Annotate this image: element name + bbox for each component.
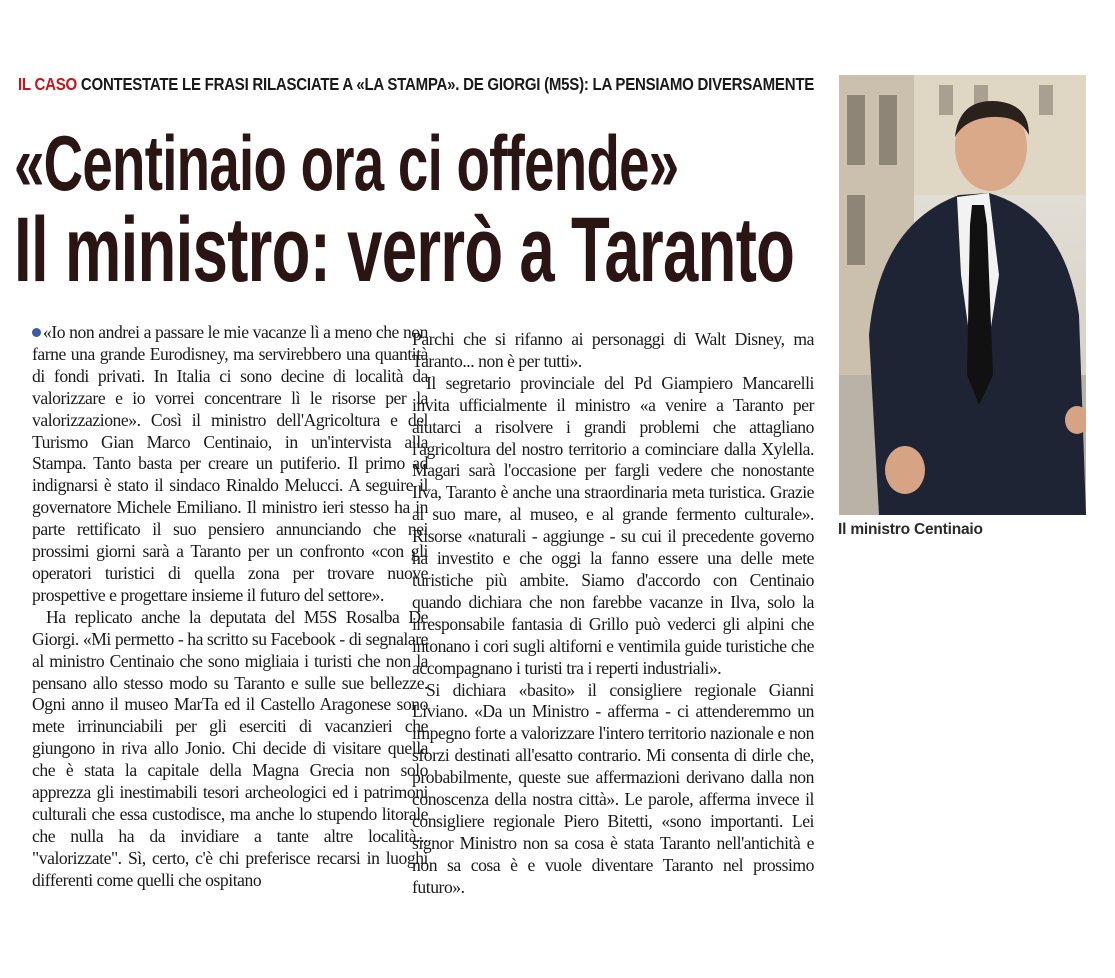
bullet-icon <box>32 328 41 337</box>
headline-line1: «Centinaio ora ci offende» <box>14 119 679 207</box>
article-column-2 <box>412 329 814 899</box>
kicker-text: CONTESTATE LE FRASI RILASCIATE A «LA STAMPA». DE GIORGI (M5S): LA PENSIAMO DIVERSAMENTE <box>80 74 815 94</box>
article-paragraph: Ha replicato anche la deputata del M5S Rosalba De Giorgi. «Mi permetto - ha scritto su Facebook - di segnalare al ministro Centinaio che sono migliaia i turisti che non la pensano allo stesso modo su Taranto e sulle sue bellezze. Ogni anno il museo MarTa ed il Castello Aragonese sono mete irrinunciabili per gli eserciti di vacanzieri che giungono in riva allo Jonio. Chi decide di visitare quella che è stata la capitale della Magna Grecia non solo apprezza gli inestimabili tesori archeologici ed i patrimoni culturali che essa custodisce, ma anche lo stupendo litorale che nulla ha da invidiare a tante altre località... "valorizzate". Sì, certo, c'è chi preferisce recarsi in luoghi differenti come quelli che ospitano <box>32 606 428 890</box>
kicker-tag: IL CASO <box>18 74 77 94</box>
article-paragraph: Si dichiara «basito» il consigliere regionale Gianni Liviano. «Da un Ministro - afferma - ci attenderemmo un impegno forte a valorizzare l'intero territorio nazionale e non sforzi destinati all'esatto contrario. Mi consenta di dirle che, probabilmente, queste sue affermazioni derivano dalla non conoscenza della nostra città». Le parole, afferma invece il consigliere regionale Piero Bitetti, «sono importanti. Lei signor Ministro non sa cosa è stata Taranto nell'antichità e non sa cosa è e vuole diventare Taranto nel prossimo futuro». <box>412 679 814 897</box>
minister-photo <box>839 75 1086 515</box>
article-paragraph: Parchi che si rifanno ai personaggi di Walt Disney, ma Taranto... non è per tutti». <box>412 329 814 371</box>
kicker <box>18 74 815 95</box>
article-paragraph <box>32 322 428 607</box>
photo-caption: Il ministro Centinaio <box>838 521 983 538</box>
article-paragraph: Il segretario provinciale del Pd Giampiero Mancarelli invita ufficialmente il ministro «a venire a Taranto per aiutarci a risolvere i grandi problemi che attagliano l'agricoltura del nostro territorio a cominciare dalla Xylella. Magari sarà l'occasione per fargli vedere che nonostante Ilva, Taranto è anche una straordinaria meta turistica. Grazie al suo mare, al museo, e al grande fermento culturale». Risorse «naturali - aggiunge - su cui il precedente governo ha investito e che oggi la fanno essere una delle mete turistiche più ambite. Siamo d'accordo con Centinaio quando dichiara che non farebbe vacanze in Ilva, solo la irresponsabile fantasia di Grillo può vederci gli alpini che intonano i cori sugli altiforni e ventimila guide turistiche che accompagnano i turisti tra i reperti industriali». <box>412 372 814 678</box>
headline-line2: Il ministro: verrò a Taranto <box>14 199 795 301</box>
article-column-1 <box>32 322 428 892</box>
paragraph-text: «Io non andrei a passare le mie vacanze lì a meno che non farne una grande Eurodisney, ma servirebbero una quantità di fondi privati. In Italia ci sono decine di località da valorizzare e io vorrei concentrare lì le risorse per la valorizzazione». Così il ministro dell'Agricoltura e del Turismo Gian Marco Centinaio, in un'intervista alla Stampa. Tanto basta per creare un putiferio. Il primo ad indignarsi è stato il sindaco Rinaldo Melucci. A seguire il governatore Michele Emiliano. Il ministro ieri stesso ha in parte rettificato il suo pensiero annunciando che nei prossimi giorni sarà a Taranto per un confronto «con gli operatori turistici di quella zona per trovare nuove prospettive e progettare insieme il futuro del settore». <box>32 322 428 605</box>
photo-illustration <box>839 75 1086 515</box>
